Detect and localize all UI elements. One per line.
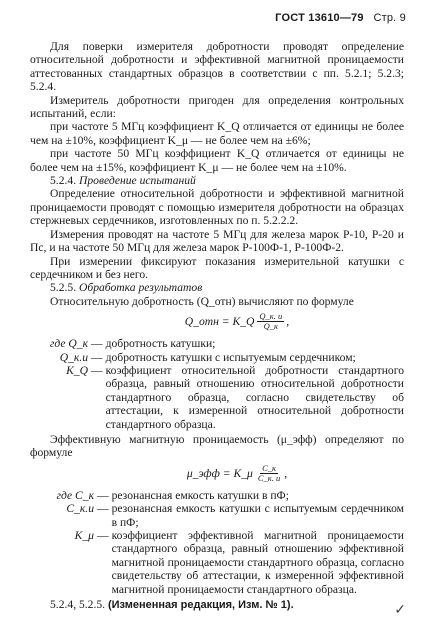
formula-lhs: μ_эфф = K_μ xyxy=(186,466,253,480)
paragraph-frequencies: Измерения проводят на частоте 5 МГц для железа марок Р-10, Р-20 и Пс, и на частоте 50 МГц для железа марок Р-100Ф-1, Р-100Ф-2. xyxy=(30,227,404,255)
definition-row: где Q_к — добротность катушки; xyxy=(30,337,404,350)
paragraph-verification: Для поверки измерителя добротности проводят определение относительной добротности и эффективной магнитной проницаемости аттестованных стандартных образцов в соответствии с пп. 5.2.1; 5.2.3; 5.2.4. xyxy=(30,40,404,94)
amendment-text: (Измененная редакция, Изм. № 1). xyxy=(107,599,294,612)
formula-tail: , xyxy=(286,314,290,328)
definitions-mu xyxy=(30,489,404,596)
definition-text: коэффициент эффективной магнитной проницаемости стандартного образца, равный отношению эффективной магнитной проницаемости стандартного образца, согласно свидетельству об аттестации, к измеренной эффективной магнитной проницаемости стандартного образца. xyxy=(111,529,404,596)
formula-numerator: C_к xyxy=(262,462,276,473)
formula-tail: , xyxy=(284,466,288,480)
definition-symbol: K_μ xyxy=(74,529,94,542)
definition-row: K_μ — коэффициент эффективной магнитной проницаемости стандартного образца, равный отношению эффективной магнитной проницаемости стандартного образца, согласно свидетельству об аттестации, к измеренной эффективной магнитной проницаемости стандартного образца. xyxy=(30,529,404,596)
formula-denominator: C_к. и xyxy=(257,472,281,483)
section-number: 5.2.5. xyxy=(50,281,77,295)
definition-symbol: K_Q xyxy=(66,363,88,377)
definition-row: K_Q — коэффициент относительной добротности стандартного образца, равный отношению относительной добротности стандартного образца, согласно свидетельству об аттестации, к измеренной относительной добротности стандартного образца. xyxy=(30,364,404,431)
definition-symbol: Q_к.и xyxy=(59,350,88,364)
definition-symbol: где Q_к xyxy=(49,337,88,351)
page-header xyxy=(275,12,406,25)
section-number: 5.2.4. xyxy=(50,174,77,188)
section-title: Проведение испытаний xyxy=(79,174,196,188)
definition-text: добротность катушки; xyxy=(105,337,216,351)
amendment-sections: 5.2.4, 5.2.5. xyxy=(50,598,106,612)
paragraph-50mhz: при частоте 50 МГц коэффициент K_Q отличается от единицы не более чем на ±15%, коэффициент K_μ — не более чем на ±10%. xyxy=(30,147,404,174)
definition-text: коэффициент относительной добротности стандартного образца, равный отношению относительной добротности стандартного образца, согласно свидетельству об аттестации, к измеренной относительной добротности стандартного образца. xyxy=(105,363,404,431)
formula-mu-effective xyxy=(70,464,404,486)
check-mark-icon: ✓ xyxy=(394,602,406,618)
standard-number: ГОСТ 13610—79 xyxy=(275,12,364,24)
definition-row: где C_к — резонансная емкость катушки в пФ; xyxy=(30,489,404,502)
definition-text: добротность катушки с испытуемым сердечником; xyxy=(105,350,356,364)
paragraph-procedure: Определение относительной добротности и эффективной магнитной проницаемости проводят с помощью измерителя добротности на образцах стержневых сердечников, изготовленных по п. 5.2.2.2. xyxy=(30,187,404,228)
definition-text: резонансная емкость катушки с испытуемым сердечником в пФ; xyxy=(111,502,404,529)
paragraph-5mhz: при частоте 5 МГц коэффициент K_Q отличается от единицы не более чем на ±10%, коэффициент K_μ — не более чем на ±6%; xyxy=(30,120,404,147)
formula-fraction xyxy=(257,312,284,331)
formula-lhs: Q_отн = K_Q xyxy=(184,314,255,328)
definition-row: C_к.и — резонансная емкость катушки с испытуемым сердечником в пФ; xyxy=(30,502,404,529)
formula-fraction xyxy=(256,464,282,483)
definition-row: Q_к.и — добротность катушки с испытуемым сердечником; xyxy=(30,351,404,364)
paragraph-readings: При измерении фиксируют показания измерительной катушки с сердечником и без него. xyxy=(30,254,404,281)
amendment-note xyxy=(30,598,404,612)
formula-denominator: Q_к xyxy=(263,321,279,332)
paragraph-q-formula-intro: Относительную добротность (Q_отн) вычисляют по формуле xyxy=(50,294,354,308)
definitions-q xyxy=(30,337,404,431)
section-5-2-5-heading xyxy=(30,281,404,294)
formula-numerator: Q_к. и xyxy=(259,311,283,322)
page-number: Стр. 9 xyxy=(373,12,406,24)
paragraph-suitability: Измеритель добротности пригоден для определения контрольных испытаний, если: xyxy=(30,93,404,121)
formula-q-relative xyxy=(70,312,404,334)
paragraph-mu-formula-intro: Эффективную магнитную проницаемость (μ_эфф) определяют по формуле xyxy=(30,432,404,460)
definition-symbol: C_к.и xyxy=(66,502,94,516)
definition-text: резонансная емкость катушки в пФ; xyxy=(111,488,289,502)
page-content xyxy=(30,40,404,612)
definition-symbol: где C_к xyxy=(56,488,94,502)
section-title: Обработка результатов xyxy=(79,281,203,295)
section-5-2-4-heading xyxy=(30,174,404,187)
